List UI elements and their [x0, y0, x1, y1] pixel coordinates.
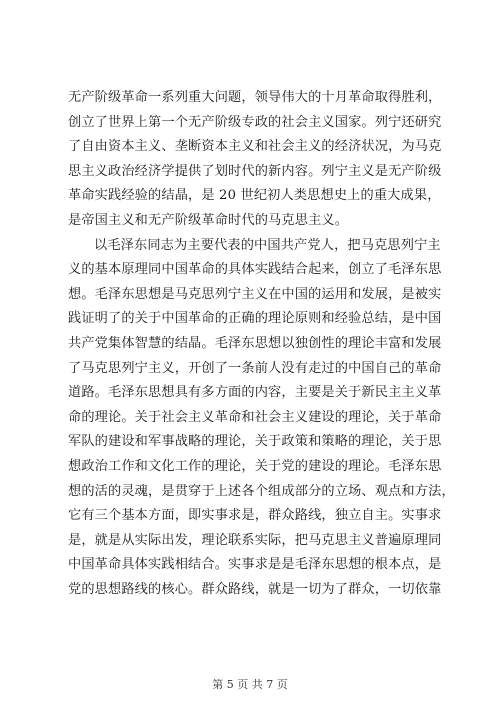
paragraph-2-line: 践证明了的关于中国革命的正确的理论原则和经验总结，是中国	[68, 311, 442, 327]
paragraph-2-line: 军队的建设和军事战略的理论，关于政策和策略的理论，关于思	[68, 434, 442, 450]
paragraph-2-line: 它有三个基本方面，即实事求是，群众路线，独立自主。实事求	[68, 508, 442, 524]
paragraph-2-line: 想政治工作和文化工作的理论，关于党的建设的理论。毛泽东思	[68, 458, 442, 474]
paragraph-2-line: 命的理论。关于社会主义革命和社会主义建设的理论，关于革命	[68, 409, 442, 425]
paragraph-2-line: 党的思想路线的核心。群众路线，就是一切为了群众，一切依靠	[68, 581, 442, 597]
paragraph-1-line: 是帝国主义和无产阶级革命时代的马克思主义。	[68, 212, 349, 228]
paragraph-1-line: 无产阶级革命一系列重大问题，领导伟大的十月革命取得胜利，	[68, 90, 442, 105]
paragraph-1-line: 革命实践经验的结晶，是 20 世纪初人类思想史上的重大成果，	[68, 188, 441, 204]
paragraph-2-line: 义的基本原理同中国革命的具体实践结合起来，创立了毛泽东思	[68, 262, 442, 278]
paragraph-2-line: 是，就是从实际出发，理论联系实际，把马克思主义普遍原理同	[68, 532, 442, 548]
paragraph-2-line: 中国革命具体实践相结合。实事求是是毛泽东思想的根本点，是	[68, 557, 442, 573]
paragraph-1-line: 思主义政治经济学提供了划时代的新内容。列宁主义是无产阶级	[68, 163, 442, 179]
paragraph-1-line: 了自由资本主义、垄断资本主义和社会主义的经济状况，为马克	[68, 139, 442, 155]
paragraph-2-line: 想。毛泽东思想是马克思列宁主义在中国的运用和发展，是被实	[68, 286, 442, 302]
paragraph-2-line: 想的活的灵魂，是贯穿于上述各个组成部分的立场、观点和方法，	[68, 483, 455, 499]
body-text	[68, 86, 455, 602]
paragraph-1-line: 创立了世界上第一个无产阶级专政的社会主义国家。列宁还研究	[68, 114, 442, 130]
page-number-footer: 第 5 页 共 7 页	[212, 678, 288, 691]
paragraph-2-line: 共产党集体智慧的结晶。毛泽东思想以独创性的理论丰富和发展	[68, 335, 442, 351]
paragraph-2-line: 道路。毛泽东思想具有多方面的内容，主要是关于新民主主义革	[68, 385, 442, 401]
paragraph-2-line: 了马克思列宁主义，开创了一条前人没有走过的中国自己的革命	[68, 360, 442, 376]
paragraph-2-line: 以毛泽东同志为主要代表的中国共产党人，把马克思列宁主	[94, 237, 441, 253]
